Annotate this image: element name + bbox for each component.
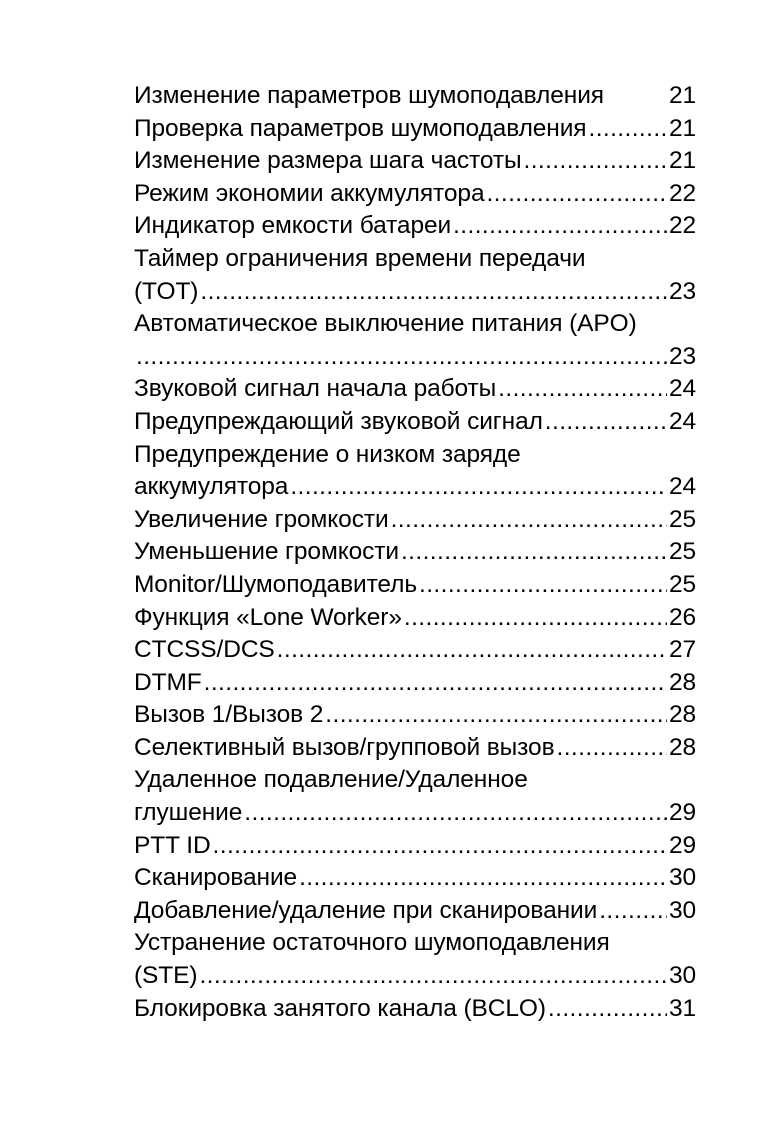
dot-leader	[401, 536, 667, 569]
dot-leader	[599, 895, 667, 928]
toc-entry	[134, 602, 696, 635]
toc-entry-page-number: 28	[668, 701, 696, 729]
toc-entry-page-number: 29	[668, 831, 696, 859]
toc-entry-title: DTMF	[134, 668, 202, 696]
toc-entry-title-line: Удаленное подавление/Удаленное	[134, 766, 528, 794]
toc-entry	[134, 569, 696, 602]
toc-entry-line	[134, 373, 696, 406]
toc-entry	[134, 80, 696, 113]
toc-entry-line	[134, 732, 696, 765]
toc-entry-title: (TOT)	[134, 277, 199, 305]
toc-entry-page-number: 30	[668, 864, 696, 892]
toc-entry-page-number: 21	[668, 114, 696, 142]
toc-entry	[134, 732, 696, 765]
toc-entry-line	[134, 145, 696, 178]
toc-entry	[134, 373, 696, 406]
dot-leader	[545, 406, 667, 439]
toc-entry	[134, 895, 696, 928]
toc-entry-line	[134, 536, 696, 569]
toc-entry-page-number: 23	[668, 342, 696, 370]
toc-entry-page-number: 21	[668, 147, 696, 175]
dot-leader	[244, 797, 667, 830]
toc-entry	[134, 536, 696, 569]
toc-entry-title: Звуковой сигнал начала работы	[134, 375, 497, 403]
toc-entry-line	[134, 113, 696, 146]
toc-entry-page-number: 30	[668, 962, 696, 990]
toc-entry-line	[134, 341, 696, 374]
toc-entry-title-line: Устранение остаточного шумоподавления	[134, 929, 610, 957]
toc-entry-title: Изменение размера шага частоты	[134, 147, 522, 175]
dot-leader	[204, 667, 667, 700]
toc-entry-line	[134, 178, 696, 211]
toc-entry-line	[134, 569, 696, 602]
toc-entry-title: PTT ID	[134, 831, 211, 859]
toc-entry-page-number: 23	[668, 277, 696, 305]
toc-entry-page-number: 25	[668, 570, 696, 598]
toc-entry-page-number: 24	[668, 375, 696, 403]
toc-entry	[134, 210, 696, 243]
toc-entry-title: Режим экономии аккумулятора	[134, 179, 485, 207]
toc-entry-line	[134, 471, 696, 504]
dot-leader	[453, 210, 667, 243]
toc-entry	[134, 178, 696, 211]
toc-entry-page-number: 22	[668, 212, 696, 240]
dot-leader	[486, 178, 666, 211]
toc-entry-line	[134, 830, 696, 863]
toc-entry-page-number: 25	[668, 538, 696, 566]
table-of-contents	[134, 80, 696, 1025]
toc-entry-line	[134, 797, 696, 830]
toc-entry-title: Проверка параметров шумоподавления	[134, 114, 587, 142]
toc-entry-title: Индикатор емкости батареи	[134, 212, 452, 240]
toc-entry-title: глушение	[134, 799, 243, 827]
toc-entry-line	[134, 602, 696, 635]
toc-entry-page-number: 25	[668, 505, 696, 533]
toc-entry-title: Изменение параметров шумоподавления	[134, 82, 604, 109]
toc-entry-page-number: 27	[668, 636, 696, 664]
toc-entry	[134, 830, 696, 863]
toc-entry-line	[134, 80, 696, 113]
toc-entry-title: CTCSS/DCS	[134, 636, 275, 664]
dot-leader	[200, 276, 667, 309]
toc-entry-title: Функция «Lone Worker»	[134, 603, 402, 631]
toc-entry	[134, 699, 696, 732]
toc-entry	[134, 243, 696, 308]
dot-leader	[588, 113, 666, 146]
toc-entry	[134, 993, 696, 1026]
toc-entry-line	[134, 276, 696, 309]
toc-entry-title: аккумулятора	[134, 473, 289, 501]
toc-entry-line	[134, 862, 696, 895]
toc-entry-line	[134, 667, 696, 700]
toc-entry	[134, 113, 696, 146]
toc-entry-line	[134, 210, 696, 243]
dot-leader	[523, 145, 666, 178]
toc-entry-title: Сканирование	[134, 864, 298, 892]
toc-entry	[134, 439, 696, 504]
toc-entry-title-line: Таймер ограничения времени передачи	[134, 244, 586, 272]
toc-entry-line	[134, 895, 696, 928]
dot-leader	[213, 830, 667, 863]
toc-entry-page-number: 24	[668, 407, 696, 435]
toc-entry-title: Блокировка занятого канала (BCLO)	[134, 994, 546, 1022]
dot-leader	[419, 569, 667, 602]
toc-entry	[134, 634, 696, 667]
dot-leader	[277, 634, 667, 667]
toc-entry-page-number: 24	[668, 473, 696, 501]
toc-entry-title: (STE)	[134, 962, 198, 990]
dot-leader	[404, 602, 667, 635]
toc-entry	[134, 406, 696, 439]
toc-entry	[134, 145, 696, 178]
toc-entry-title: Селективный вызов/групповой вызов	[134, 733, 555, 761]
toc-entry-page-number: 22	[668, 179, 696, 207]
toc-entry-page-number: 28	[668, 668, 696, 696]
toc-entry	[134, 764, 696, 829]
toc-entry	[134, 308, 696, 373]
toc-entry-title: Вызов 1/Вызов 2	[134, 701, 324, 729]
toc-entry	[134, 862, 696, 895]
toc-entry-page-number: 31	[668, 994, 696, 1022]
dot-leader	[136, 341, 667, 374]
toc-entry	[134, 667, 696, 700]
dot-leader	[498, 373, 667, 406]
toc-entry-line	[134, 406, 696, 439]
toc-entry-line	[134, 960, 696, 993]
toc-entry-line	[134, 993, 696, 1026]
toc-entry-title: Monitor/Шумоподавитель	[134, 570, 417, 598]
toc-entry-title: Уменьшение громкости	[134, 538, 399, 566]
dot-leader	[199, 960, 666, 993]
toc-entry-line	[134, 634, 696, 667]
toc-entry	[134, 504, 696, 537]
toc-entry-title: Добавление/удаление при сканировании	[134, 896, 598, 924]
toc-entry-line	[134, 504, 696, 537]
dot-leader	[391, 504, 667, 537]
toc-entry-title: Предупреждающий звуковой сигнал	[134, 407, 543, 435]
dot-leader	[290, 471, 667, 504]
toc-entry-page-number: 30	[668, 896, 696, 924]
toc-entry-page-number: 26	[668, 603, 696, 631]
dot-leader	[325, 699, 667, 732]
toc-entry-title: Увеличение громкости	[134, 505, 389, 533]
toc-entry-title-line: Автоматическое выключение питания (APO)	[134, 310, 637, 338]
toc-entry-page-number: 28	[668, 733, 696, 761]
dot-leader	[299, 862, 667, 895]
dot-leader	[548, 993, 667, 1026]
toc-entry	[134, 927, 696, 992]
toc-entry-line	[134, 699, 696, 732]
toc-entry-page-number: 21	[668, 82, 696, 109]
toc-entry-title-line: Предупреждение о низком заряде	[134, 440, 521, 468]
toc-entry-page-number: 29	[668, 799, 696, 827]
dot-leader	[557, 732, 667, 765]
